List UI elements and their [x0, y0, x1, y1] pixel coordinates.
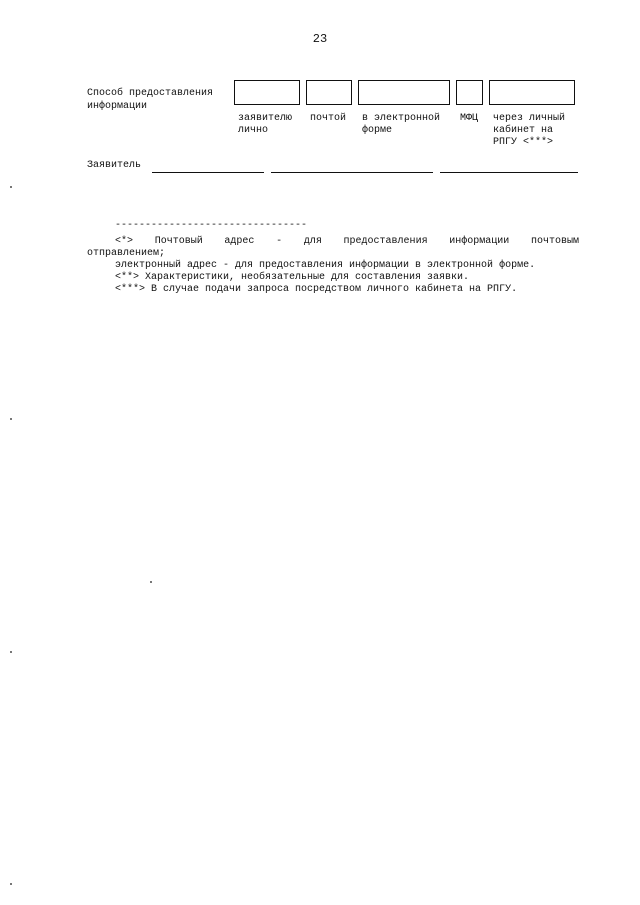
option-label-mail: почтой — [310, 113, 347, 124]
checkbox-in-person[interactable] — [234, 80, 300, 105]
footnote-2: электронный адрес - для предоставления информации в электронной форме. — [115, 260, 536, 271]
option-label-mfc: МФЦ — [460, 113, 479, 124]
scan-speck — [10, 186, 12, 188]
checkbox-mfc[interactable] — [456, 80, 483, 105]
option-label-email: в электронной форме — [362, 113, 441, 136]
checkbox-email[interactable] — [358, 80, 450, 105]
scan-speck — [150, 581, 152, 583]
footnote-1-continuation: отправлением; — [87, 248, 166, 259]
signature-line-position[interactable] — [152, 172, 264, 173]
scan-speck — [10, 883, 12, 885]
signature-line-name[interactable] — [440, 172, 578, 173]
page-number: 23 — [312, 32, 328, 46]
scan-speck — [10, 651, 12, 653]
applicant-label: Заявитель — [87, 160, 142, 171]
delivery-method-label: Способ предоставления информации — [87, 88, 214, 112]
signature-line-signature[interactable] — [271, 172, 433, 173]
option-label-cabinet: через личный кабинет на РПГУ <***> — [493, 113, 566, 148]
scan-speck — [10, 418, 12, 420]
footnote-3: <**> Характеристики, необязательные для составления заявки. — [115, 272, 470, 283]
footnote-4: <***> В случае подачи запроса посредством личного кабинета на РПГУ. — [115, 284, 518, 295]
footnote-1: <*> Почтовый адрес - для предоставления информации почтовым — [115, 236, 579, 247]
option-label-in-person: заявителю лично — [238, 113, 293, 136]
footnote-separator: -------------------------------- — [115, 220, 308, 231]
checkbox-mail[interactable] — [306, 80, 352, 105]
checkbox-cabinet[interactable] — [489, 80, 575, 105]
